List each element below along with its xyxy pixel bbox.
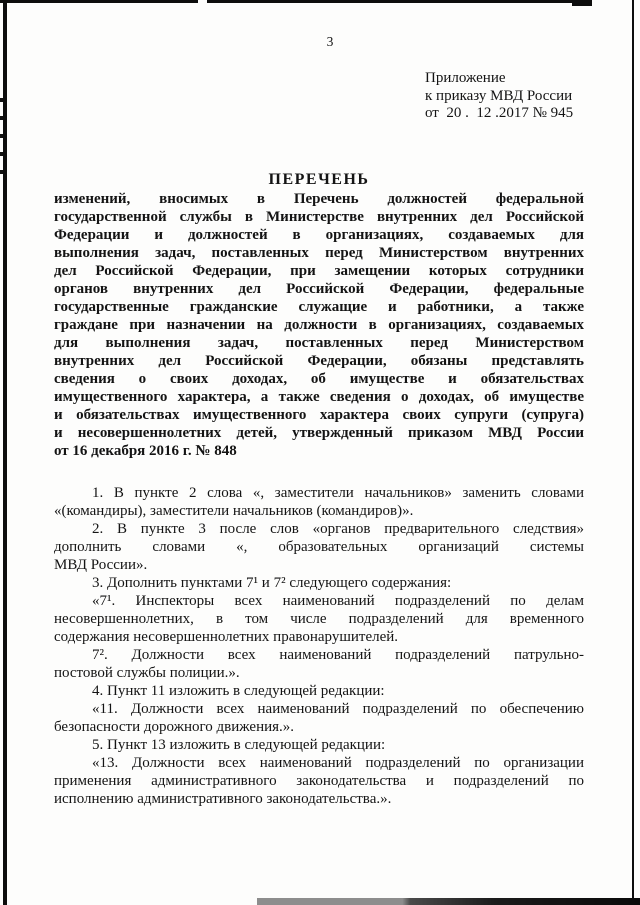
amendment-paragraph-3-subitem-7-2 — [54, 646, 584, 682]
document-title: ПЕРЕЧЕНЬ — [268, 171, 370, 188]
preamble-line: Федерации и должностей в организациях, создаваемых для — [54, 227, 584, 243]
amendment-paragraph-1 — [54, 484, 584, 520]
paragraph-line: содержания несовершеннолетних правонарушителей. — [54, 629, 399, 645]
preamble-line: дел Российской Федерации, при замещении которых сотрудники — [54, 263, 584, 279]
preamble-line: органов внутренних дел Российской Федерации, федеральные — [54, 281, 584, 297]
paragraph-line: постовой службы полиции.». — [54, 665, 240, 681]
preamble-line: имущественного характера, а также сведения о доходах, об имуществе — [54, 389, 584, 405]
preamble-line: для выполнения задач, поставленных перед Министерством — [54, 335, 584, 351]
paragraph-line: «7¹. Инспекторы всех наименований подразделений по делам — [92, 593, 584, 609]
paragraph-line: дополнить словами «, образовательных организаций системы — [54, 539, 584, 555]
annex-line: Приложение — [425, 70, 506, 86]
amendment-paragraph-4-subitem-11 — [54, 700, 584, 736]
annex-block — [425, 70, 573, 123]
paragraph-line: безопасности дорожного движения.». — [54, 719, 295, 735]
paragraph-line: 5. Пункт 13 изложить в следующей редакции: — [92, 737, 386, 753]
preamble-line: сведения о своих доходах, об имуществе и обязательствах — [54, 371, 584, 387]
preamble-line: выполнения задач, поставленных перед Министерством внутренних — [54, 245, 584, 261]
scan-ticks-left — [0, 98, 3, 184]
amendment-paragraph-5 — [54, 736, 584, 754]
paragraph-line: 7². Должности всех наименований подразделений патрульно- — [92, 647, 584, 663]
scan-border-top-right — [207, 0, 592, 3]
preamble-line: от 16 декабря 2016 г. № 848 — [54, 443, 237, 459]
annex-line: от 20 . 12 .2017 № 945 — [425, 105, 574, 121]
annex-line: к приказу МВД России — [425, 87, 573, 104]
amendment-items — [54, 484, 584, 808]
preamble — [54, 190, 584, 460]
scan-border-top-left — [0, 0, 198, 3]
paragraph-line: «13. Должности всех наименований подразделений по организации — [92, 755, 584, 771]
preamble-line: государственной службы в Министерстве внутренних дел Российской — [54, 209, 584, 225]
scan-bar-bottom — [257, 898, 640, 905]
paragraph-line: 2. В пункте 3 после слов «органов предварительного следствия» — [92, 521, 584, 537]
paragraph-line: несовершеннолетних, в том числе подразделений для временного — [54, 611, 584, 627]
preamble-line: и несовершеннолетних детей, утвержденный приказом МВД России — [54, 425, 584, 441]
paragraph-line: «(командиры), заместители начальников (командиров)». — [54, 503, 414, 519]
page-number: 3 — [326, 34, 334, 49]
preamble-line: и обязательствах имущественного характера своих супруги (супруга) — [54, 407, 584, 423]
amendment-paragraph-5-subitem-13 — [54, 754, 584, 808]
paragraph-line: «11. Должности всех наименований подразделений по обеспечению — [92, 701, 584, 717]
paragraph-line: 1. В пункте 2 слова «, заместители начальников» заменить словами — [92, 485, 584, 501]
paragraph-line: 4. Пункт 11 изложить в следующей редакции: — [92, 683, 385, 699]
preamble-line: изменений, вносимых в Перечень должностей федеральной — [54, 191, 584, 207]
paragraph-line: исполнению административного законодательства.». — [54, 791, 392, 807]
amendment-paragraph-4 — [54, 682, 584, 700]
preamble-line: государственные гражданские служащие и работники, а также — [54, 299, 584, 315]
scan-blob-top — [572, 0, 592, 6]
scan-border-left — [3, 0, 7, 905]
preamble-line: внутренних дел Российской Федерации, обязаны представлять — [54, 353, 584, 369]
paragraph-line: МВД России». — [54, 557, 148, 573]
preamble-line: граждане при назначении на должности в организациях, создаваемых — [54, 317, 584, 333]
amendment-paragraph-3-subitem-7-1 — [54, 592, 584, 646]
paragraph-line: 3. Дополнить пунктами 7¹ и 7² следующего содержания: — [92, 575, 452, 591]
scan-border-right — [632, 0, 634, 905]
amendment-paragraph-3 — [54, 574, 584, 592]
paragraph-line: применения административного законодательства и подразделений по — [54, 773, 584, 789]
amendment-paragraph-2 — [54, 520, 584, 574]
